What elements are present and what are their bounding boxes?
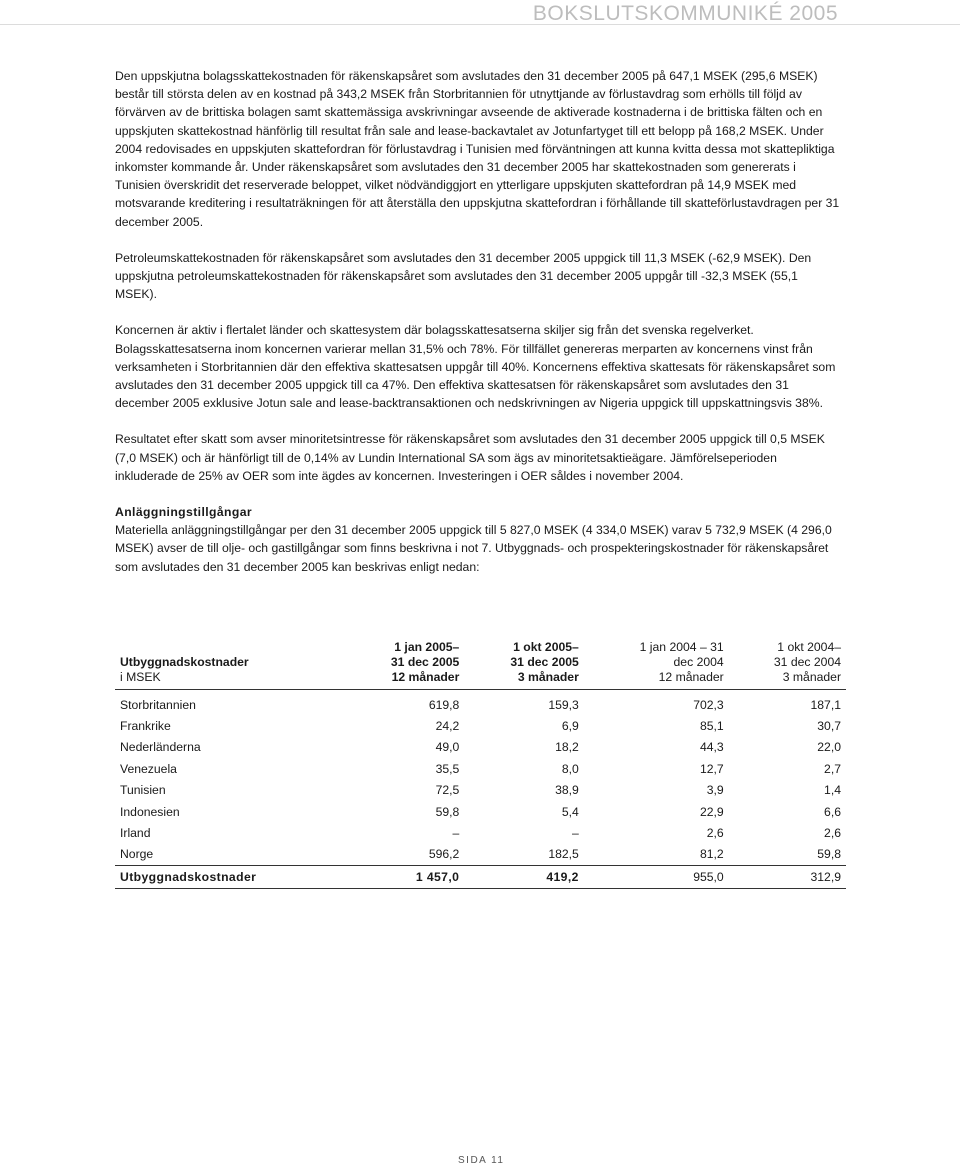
cell: 12,7 <box>699 761 724 776</box>
total-label: Utbyggnadskostnader <box>115 866 345 888</box>
table-header-label <box>115 640 345 690</box>
cell: 49,0 <box>435 740 460 755</box>
row-label: Irland <box>120 826 151 841</box>
cell: 596,2 <box>428 847 460 862</box>
column-header-full-year-2004: 1 jan 2004 – 31 dec 2004 12 månader <box>639 640 724 684</box>
page-number: SIDA 11 <box>458 1155 505 1166</box>
row-label: Venezuela <box>120 761 177 776</box>
row-label: Frankrike <box>120 719 171 734</box>
cell: 159,3 <box>548 697 579 712</box>
cell: 1,4 <box>824 783 841 798</box>
cell: 182,5 <box>548 847 579 862</box>
total-cell: 419,2 <box>464 866 584 888</box>
cell: 702,3 <box>693 697 724 712</box>
cell: 2,7 <box>824 761 841 776</box>
table-header-row <box>115 640 846 690</box>
table-row <box>115 780 846 801</box>
paragraph-minority-interest: Resultatet efter skatt som avser minoritetsintresse för räkenskapsåret som avslutades den 31 december 2005 uppgick till 0,5 MSEK (7,0 MSEK) och är hänförligt till de 0,14% av Lundin International SA som ägs av minoritetsaktieägare. Jämförelseperioden inkluderade de 25% av OER som inte ägdes av koncernen. Investeringen i OER såldes i november 2004. <box>115 432 825 483</box>
row-label: Tunisien <box>120 783 166 798</box>
cell: 22,9 <box>699 804 724 819</box>
cell: 22,0 <box>817 740 841 755</box>
table-row <box>115 844 846 866</box>
paragraph-tax-rates: Koncernen är aktiv i flertalet länder och skattesystem där bolagsskattesatserna skiljer sig från det svenska regelverket. Bolagsskattesatserna inom koncernen varierar mellan 31,5% och 78%. För tillfället genereras merparten av koncernens vinst från verksamheten i Storbritannien där den effektiva skattesatsen uppgår till 40%. Koncernens effektiva skattesats för räkenskapsåret som avslutades den 31 december 2005 uppgick till ca 47%. Den effektiva skattesatsen för räkenskapsåret som avslutades den 31 december 2005 exklusive Jotun sale and lease-backtransaktionen och nedskrivningen av Nigeria uppgick till uppskattningsvis 38%. <box>115 323 836 411</box>
cell: 5,4 <box>561 804 579 819</box>
page-header <box>0 0 960 28</box>
cell: 2,6 <box>824 826 841 841</box>
cell: 187,1 <box>810 697 841 712</box>
cell: 81,2 <box>699 847 724 862</box>
table-row <box>115 715 846 736</box>
paragraph-petroleum-tax: Petroleumskattekostnaden för räkenskapsåret som avslutades den 31 december 2005 uppgick till 11,3 MSEK (-62,9 MSEK). Den uppskjutna petroleumskattekostnaden för räkenskapsåret som avslutades den 31 december 2005 uppgår till -32,3 MSEK (55,1 MSEK). <box>115 250 812 302</box>
section-heading: Anläggningstillgångar <box>115 505 253 520</box>
column-header-full-year-2005: 1 jan 2005– 31 dec 2005 12 månader <box>390 640 460 684</box>
cell: – <box>452 826 460 841</box>
cell: 72,5 <box>435 783 460 798</box>
header-divider <box>0 24 960 25</box>
row-label: Norge <box>120 847 154 862</box>
cell: 24,2 <box>435 719 460 734</box>
cell: – <box>572 826 579 841</box>
column-header-q4-2004: 1 okt 2004– 31 dec 2004 3 månader <box>773 640 841 684</box>
total-cell: 955,0 <box>584 866 729 888</box>
table-row <box>115 690 846 716</box>
development-costs-table <box>115 640 846 889</box>
cell: 30,7 <box>817 719 841 734</box>
cell: 35,5 <box>435 761 460 776</box>
cell: 38,9 <box>555 783 579 798</box>
row-label: Storbritannien <box>120 697 196 712</box>
cell: 85,1 <box>699 719 724 734</box>
table-total-row <box>115 866 846 888</box>
row-label: Indonesien <box>120 804 180 819</box>
paragraph-fixed-assets: Materiella anläggningstillgångar per den 31 december 2005 uppgick till 5 827,0 MSEK (4 334,0 MSEK) varav 5 732,9 MSEK (4 296,0 MSEK) avser de till olje- och gastillgångar som finns beskrivna i not 7. Utbyggnads- och prospekteringskostnader för räkenskapsåret som avslutades den 31 december 2005 kan beskrivas enligt nedan: <box>115 523 832 574</box>
cell: 3,9 <box>706 783 724 798</box>
cell: 6,9 <box>561 719 579 734</box>
table-header-unit: i MSEK <box>120 670 161 684</box>
cell: 18,2 <box>555 740 579 755</box>
table-row <box>115 822 846 843</box>
paragraph-deferred-tax: Den uppskjutna bolagsskattekostnaden för räkenskapsåret som avslutades den 31 december 2005 på 647,1 MSEK (295,6 MSEK) består till största delen av en kostnad på 343,2 MSEK från Storbritannien för utnyttjande av förlustavdrag som erhölls till följd av förvärven av de brittiska bolagen samt skattemässiga avskrivningar avseende de aktiverade kostnaderna i de brittiska fälten och en uppskjuten skattekostnad hänförlig till resultat från sale and lease-backavtalet av Jotunfartyget till ett belopp på 168,2 MSEK. Under 2004 redovisades en uppskjuten skattefordran för förlustavdrag i Tunisien med förväntningen att kunna kvitta dessa mot skattepliktiga inkomster kommande år. Under räkenskapsåret som avslutades den 31 december 2005 har skattekostnaden som genererats i Tunisien överskridit det reserverade beloppet, vilket nödvändiggjort en ytterligare uppskjuten skattefordran på 14,9 MSEK med motsvarande kreditering i resultaträkningen för att återställa den uppskjutna skattefordran i förhållande till skatteförlustavdragen per 31 december 2005. <box>115 69 840 229</box>
row-label: Nederländerna <box>120 740 201 755</box>
table-header-title: Utbyggnadskostnader <box>120 655 249 669</box>
cell: 44,3 <box>699 740 724 755</box>
cell: 8,0 <box>561 761 579 776</box>
table-row <box>115 801 846 822</box>
column-header-q4-2005: 1 okt 2005– 31 dec 2005 3 månader <box>510 640 579 684</box>
cell: 6,6 <box>824 804 841 819</box>
body-text <box>115 67 840 576</box>
table-row <box>115 758 846 779</box>
total-cell: 312,9 <box>729 866 846 888</box>
total-cell: 1 457,0 <box>345 866 465 888</box>
report-title: BOKSLUTSKOMMUNIKÉ 2005 <box>532 2 838 25</box>
cell: 59,8 <box>435 804 460 819</box>
cell: 59,8 <box>817 847 841 862</box>
cell: 619,8 <box>428 697 460 712</box>
cell: 2,6 <box>706 826 724 841</box>
table-row <box>115 737 846 758</box>
